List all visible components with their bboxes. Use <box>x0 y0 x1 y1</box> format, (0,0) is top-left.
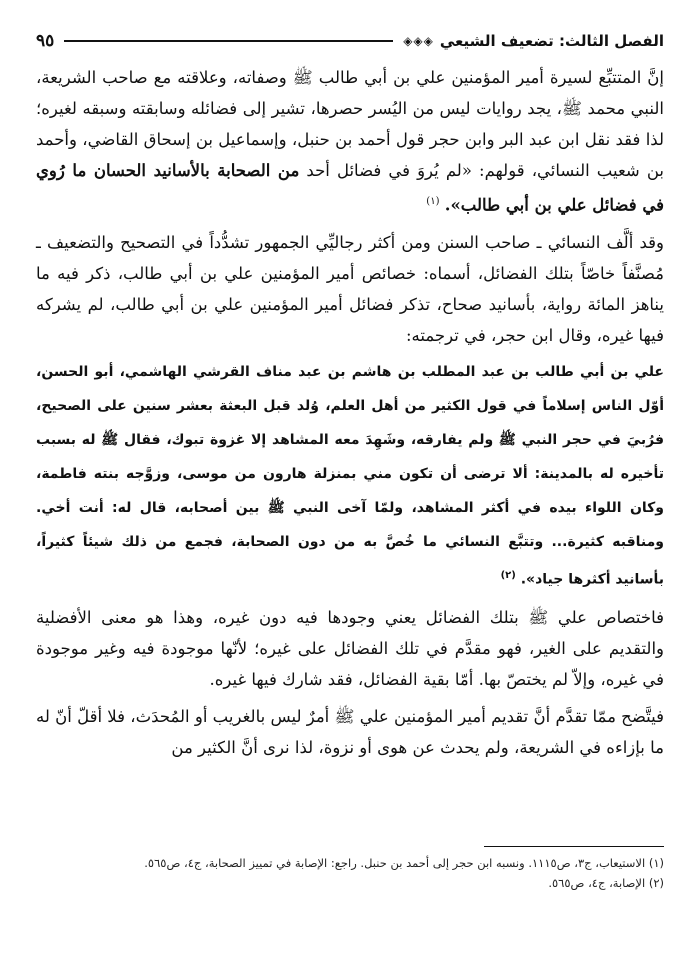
footnotes-section <box>36 846 664 893</box>
paragraph-1-text: إنَّ المتتبِّع لسيرة أمير المؤمنين علي بن أبي طالب ﷺ وصفاته، وعلاقته مع صاحب الشريعة، النبي محمد ﷺ، يجد روايات ليس من اليُسر حصرها، تشير إلى فضائله وسابقته وسبقه لغيره؛ لذا فقد نقل ابن عبد البر وابن حجر قول أحمد بن حنبل، وإسماعيل بن إسحاق القاضي، وأحمد بن شعيب النسائي، قولهم: «لم يُروَ في فضائل أحد <box>36 68 664 180</box>
page-number: ٩٥ <box>36 31 55 51</box>
page-header <box>36 26 664 56</box>
header-rule <box>64 40 393 42</box>
block-quote <box>36 355 664 597</box>
footnote-ref-2[interactable]: (٢) <box>500 569 516 581</box>
footnote-1: (١) الاستيعاب، ج٣، ص١١١٥. ونسبه ابن حجر إلى أحمد بن حنبل. راجع: الإصابة في تمييز الصحابة، ج٤، ص٥٦٥. <box>144 856 664 870</box>
footnote-divider <box>484 846 664 847</box>
chapter-title: الفصل الثالث: تضعيف الشيعي <box>439 32 664 50</box>
paragraph-3: فاختصاص علي ﷺ بتلك الفضائل يعني وجودها فيه دون غيره، وهذا هو معنى الأفضلية والتقديم على الغير، فهو مقدَّم في تلك الفضائل على غيره؛ لأنّها موجودة فيه وغير موجودة في غيره، وإلاّ لم يختصّ بها. أمّا بقية الفضائل، فقد شارك فيها غيره. <box>36 608 664 690</box>
paragraph-1 <box>36 62 664 221</box>
paragraph-4: فيتَّضح ممّا تقدَّم أنَّ تقديم أمير المؤمنين علي ﷺ أمرٌ ليس بالغريب أو المُحدَث، فلا أقلّ أنّ له ما بإزاءه في الشريعة، ولم يحدث عن هوى أو نزوة، لذا نرى أنَّ الكثير من <box>36 707 664 758</box>
block-quote-text: علي بن أبي طالب بن عبد المطلب بن هاشم بن عبد مناف القرشي الهاشمي، أبو الحسن، أوّل الناس إسلاماً في قول الكثير من أهل العلم، وُلد قبل البعثة بعشر سنين على الصحيح، فرُبيَ في حجر النبي ﷺ ولم يفارقه، وشَهِدَ معه المشاهد إلا غزوة تبوك، فقال ﷺ له بسبب تأخيره له بالمدينة: ألا ترضى أن تكون مني بمنزلة هارون من موسى، وزوَّجه بنته فاطمة، وكان اللواء بيده في أكثر المشاهد، ولمّا آخى النبي ﷺ بين أصحابه، قال له: أنت أخي. ومناقبه كثيرة... وتتبَّع النسائي ما خُصَّ به من دون الصحابة، فجمع من ذلك شيئاً كثيراً، بأسانيد أكثرها جياد». <box>36 363 664 588</box>
paragraph-1-bold-quote: من الصحابة بالأسانيد الحسان ما رُوي في فضائل علي بن أبي طالب». <box>36 161 664 215</box>
footnote-2: (٢) الإصابة، ج٤، ص٥٦٥. <box>548 876 664 890</box>
diamond-ornament-icon: ◈◈◈ <box>403 34 434 48</box>
paragraph-2: وقد ألَّف النسائي ـ صاحب السنن ومن أكثر رجاليِّي الجمهور تشدُّداً في التصحيح والتضعيف ـ مُصنَّفاً خاصّاً بتلك الفضائل، أسماه: خصائص أمير المؤمنين علي بن أبي طالب، ذكر فيه ما يناهز المائة رواية، بأسانيد صحاح، تذكر فضائل أمير المؤمنين علي بن أبي طالب، لم يشركه فيها غيره، وقال ابن حجر، في ترجمته: <box>36 232 664 345</box>
footnote-ref-1[interactable]: (١) <box>426 196 440 207</box>
